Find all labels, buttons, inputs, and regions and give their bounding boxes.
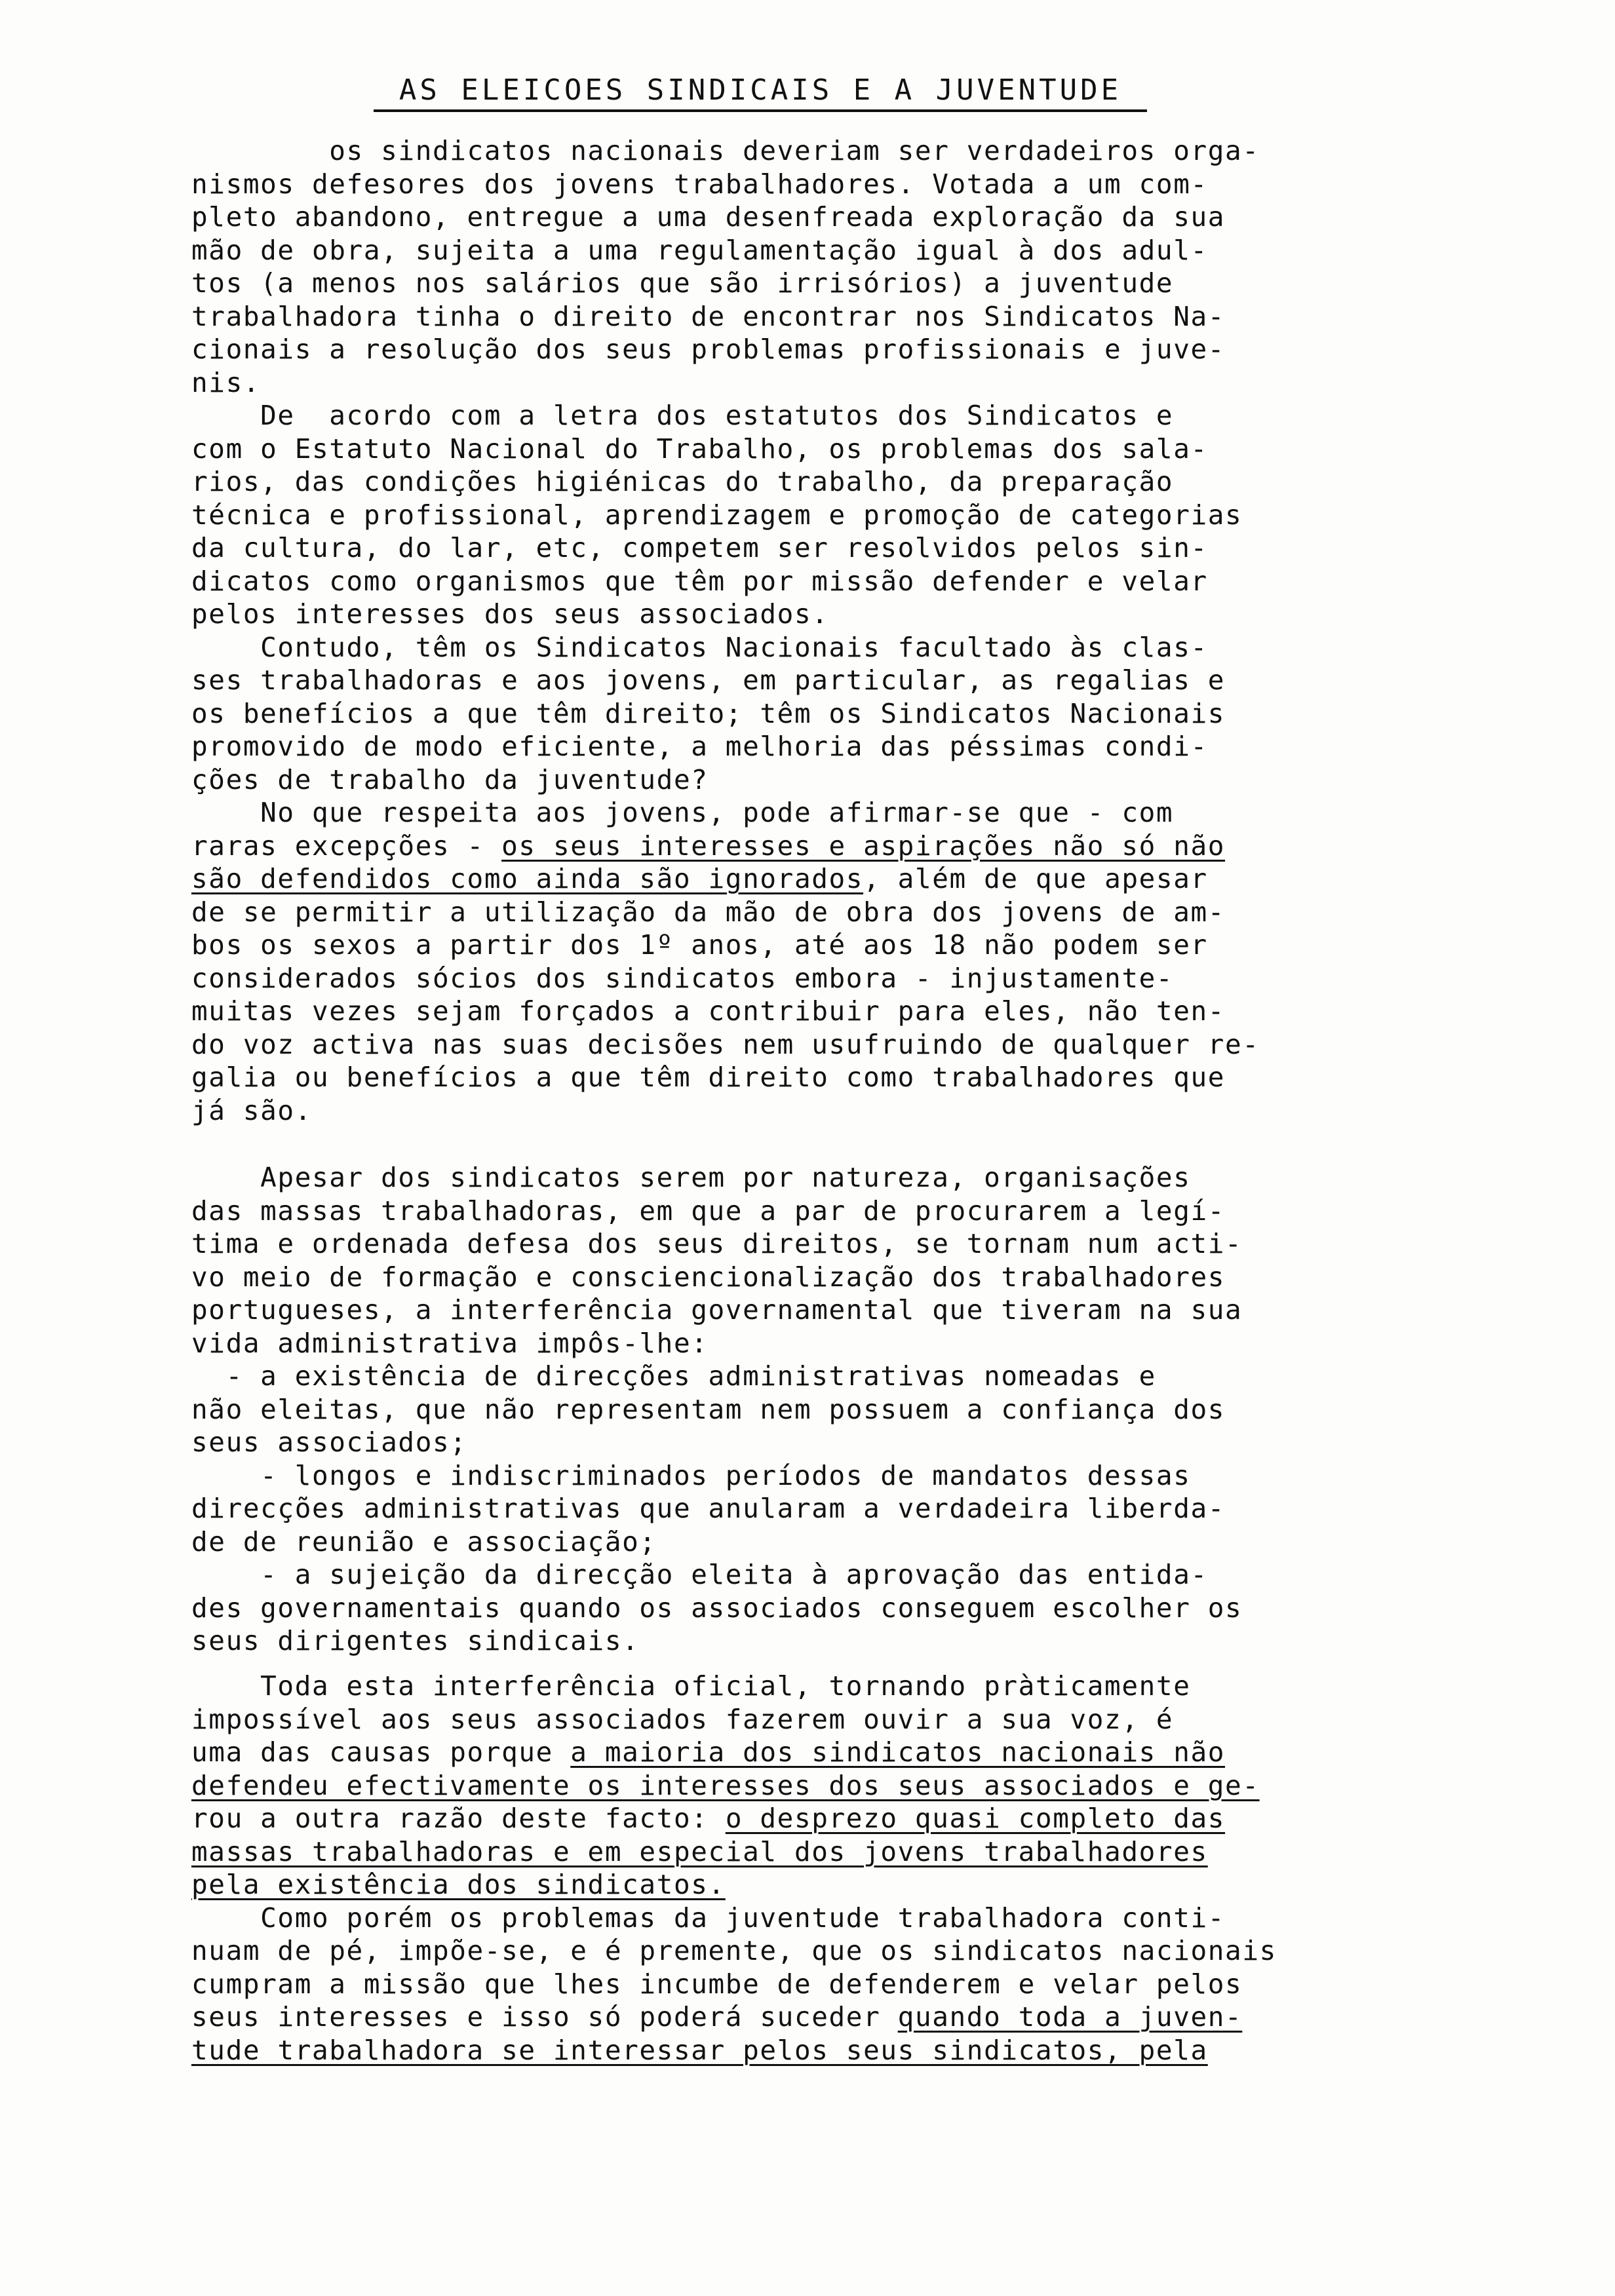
text-line: [191, 234, 1424, 267]
text-segment: da cultura, do lar, etc, competem ser resolvidos pelos sin-: [191, 532, 1208, 564]
underlined-text: pela existência dos sindicatos.: [191, 1869, 726, 1900]
text-line: [191, 962, 1424, 995]
text-segment: galia ou benefícios a que têm direito como trabalhadores que: [191, 1062, 1226, 1093]
text-line: [191, 1703, 1424, 1736]
text-line: [191, 1492, 1424, 1525]
underlined-text: quando toda a juven-: [897, 2001, 1243, 2033]
text-line: [191, 1327, 1424, 1360]
text-segment: Apesar dos sindicatos serem por natureza, organisações: [191, 1162, 1191, 1193]
text-line: [191, 995, 1424, 1028]
text-line: [191, 1868, 1424, 1902]
text-segment: rou a outra razão deste facto:: [191, 1803, 726, 1834]
text-segment: já são.: [191, 1094, 312, 1126]
text-line: [191, 1426, 1424, 1459]
text-line: [191, 267, 1424, 300]
text-segment: promovido de modo eficiente, a melhoria das péssimas condi-: [191, 731, 1208, 762]
text-segment: mão de obra, sujeita a uma regulamentação igual à dos adul-: [191, 234, 1208, 266]
text-line: [191, 1835, 1424, 1869]
text-segment: pleto abandono, entregue a uma desenfreada exploração da sua: [191, 201, 1226, 233]
text-line: [191, 598, 1424, 631]
text-line: [191, 1161, 1424, 1195]
text-line: [191, 201, 1424, 234]
underlined-text: o desprezo quasi completo das: [725, 1803, 1226, 1834]
text-segment: vida administrativa impôs-lhe:: [191, 1327, 709, 1359]
text-line: [191, 830, 1424, 863]
paragraph-3: [191, 1670, 1424, 2067]
text-segment: De acordo com a letra dos estatutos dos Sindicatos e: [191, 400, 1174, 431]
text-segment: nismos defesores dos jovens trabalhadores. Votada a um com-: [191, 168, 1208, 200]
text-segment: - a sujeição da direcção eleita à aprovação das entida-: [191, 1559, 1208, 1590]
text-segment: dicatos como organismos que têm por missão defender e velar: [191, 565, 1208, 597]
text-line: [191, 1802, 1424, 1835]
underlined-text: defendeu efectivamente os interesses dos seus associados e ge-: [191, 1769, 1260, 1801]
text-line: [191, 1360, 1424, 1393]
text-segment: de se permitir a utilização da mão de obra dos jovens de am-: [191, 896, 1226, 928]
text-segment: portugueses, a interferência governamental que tiveram na sua: [191, 1294, 1243, 1326]
text-segment: uma das causas porque: [191, 1736, 571, 1768]
text-line: [191, 664, 1424, 697]
text-segment: , além de que apesar: [863, 863, 1208, 894]
text-segment: impossível aos seus associados fazerem ouvir a sua voz, é: [191, 1703, 1174, 1735]
text-segment: pelos interesses dos seus associados.: [191, 598, 829, 630]
text-segment: - a existência de direcções administrativas nomeadas e: [191, 1360, 1156, 1392]
text-segment: os benefícios a que têm direito; têm os Sindicatos Nacionais: [191, 697, 1226, 729]
text-segment: ses trabalhadoras e aos jovens, em particular, as regalias e: [191, 664, 1226, 696]
text-line: [191, 2000, 1424, 2034]
text-line: [191, 1624, 1424, 1658]
text-segment: com o Estatuto Nacional do Trabalho, os problemas dos sala-: [191, 432, 1208, 465]
text-line: [191, 531, 1424, 565]
text-segment: muitas vezes sejam forçados a contribuir para eles, não ten-: [191, 995, 1226, 1027]
text-line: [191, 862, 1424, 896]
text-line: [191, 1736, 1424, 1769]
text-line: [191, 1293, 1424, 1327]
text-line: [191, 1094, 1424, 1128]
text-segment: seus associados;: [191, 1426, 467, 1458]
underlined-text: tude trabalhadora se interessar pelos seus sindicatos, pela: [191, 2034, 1208, 2066]
text-line: [191, 730, 1424, 763]
text-segment: das massas trabalhadoras, em que a par de procurarem a legí-: [191, 1195, 1226, 1227]
text-segment: técnica e profissional, aprendizagem e promoção de categorias: [191, 499, 1243, 531]
text-line: [191, 1195, 1424, 1228]
text-line: [191, 1558, 1424, 1592]
text-line: [191, 1902, 1424, 1935]
text-segment: nis.: [191, 366, 261, 398]
text-line: [191, 1592, 1424, 1625]
text-segment: tos (a menos nos salários que são irrisórios) a juventude: [191, 267, 1174, 299]
text-line: [191, 366, 1424, 400]
text-segment: bos os sexos a partir dos 1º anos, até aos 18 não podem ser: [191, 929, 1208, 961]
text-segment: nuam de pé, impõe-se, e é premente, que os sindicatos nacionais: [191, 1935, 1277, 1966]
text-segment: do voz activa nas suas decisões nem usufruindo de qualquer re-: [191, 1028, 1260, 1060]
text-line: [191, 1261, 1424, 1294]
text-line: [191, 763, 1424, 797]
text-line: [191, 300, 1424, 334]
text-line: [191, 465, 1424, 499]
text-segment: Contudo, têm os Sindicatos Nacionais facultado às clas-: [191, 631, 1208, 663]
text-line: [191, 631, 1424, 664]
text-segment: seus interesses e isso só poderá suceder: [191, 2001, 898, 2033]
text-line: [191, 1968, 1424, 2001]
text-line: [191, 1670, 1424, 1703]
text-segment: No que respeita aos jovens, pode afirmar-se que - com: [191, 797, 1174, 828]
text-line: [191, 796, 1424, 830]
text-segment: rios, das condições higiénicas do trabalho, da preparação: [191, 466, 1174, 497]
text-line: [191, 1061, 1424, 1094]
text-line: [191, 1934, 1424, 1968]
text-segment: vo meio de formação e consciencionalização dos trabalhadores: [191, 1261, 1226, 1293]
paragraph-2: [191, 1161, 1424, 1658]
text-line: [191, 565, 1424, 598]
text-line: [191, 1028, 1424, 1062]
text-segment: - longos e indiscriminados períodos de mandatos dessas: [191, 1459, 1191, 1491]
text-segment: direcções administrativas que anularam a verdadeira liberda-: [191, 1493, 1226, 1524]
text-segment: ções de trabalho da juventude?: [191, 763, 709, 795]
text-line: [191, 1459, 1424, 1493]
text-line: [191, 1227, 1424, 1261]
text-segment: tima e ordenada defesa dos seus direitos, se tornam num acti-: [191, 1228, 1243, 1259]
text-line: [191, 697, 1424, 731]
text-line: [191, 1769, 1424, 1803]
underlined-text: a maioria dos sindicatos nacionais não: [570, 1736, 1226, 1768]
text-line: [191, 928, 1424, 962]
text-line: [191, 168, 1424, 201]
text-line: [191, 499, 1424, 532]
text-segment: Toda esta interferência oficial, tornando pràticamente: [191, 1670, 1191, 1702]
underlined-text: são defendidos como ainda são ignorados: [191, 863, 864, 894]
text-line: [191, 2034, 1424, 2067]
text-segment: trabalhadora tinha o direito de encontrar nos Sindicatos Na-: [191, 300, 1226, 332]
text-segment: considerados sócios dos sindicatos embora - injustamente-: [191, 962, 1174, 994]
text-segment: seus dirigentes sindicais.: [191, 1625, 640, 1656]
underlined-text: os seus interesses e aspirações não só não: [501, 830, 1226, 862]
text-line: [191, 399, 1424, 432]
text-line: [191, 432, 1424, 466]
text-line: [191, 134, 1424, 168]
text-segment: Como porém os problemas da juventude trabalhadora conti-: [191, 1902, 1226, 1934]
text-line: [191, 333, 1424, 366]
text-segment: raras excepções -: [191, 830, 502, 862]
text-segment: de de reunião e associação;: [191, 1525, 657, 1558]
text-line: [191, 1393, 1424, 1426]
text-segment: não eleitas, que não representam nem possuem a confiança dos: [191, 1393, 1226, 1425]
document-title: AS ELEICOES SINDICAIS E A JUVENTUDE: [374, 73, 1147, 112]
text-segment: os sindicatos nacionais deveriam ser verdadeiros orga-: [191, 135, 1260, 166]
text-line: [191, 896, 1424, 929]
text-segment: cumpram a missão que lhes incumbe de defenderem e velar pelos: [191, 1968, 1243, 2000]
text-segment: des governamentais quando os associados conseguem escolher os: [191, 1592, 1243, 1624]
underlined-text: massas trabalhadoras e em especial dos jovens trabalhadores: [191, 1835, 1208, 1867]
text-segment: cionais a resolução dos seus problemas profissionais e juve-: [191, 334, 1226, 365]
text-line: [191, 1525, 1424, 1559]
paragraph-1: [191, 134, 1424, 1127]
